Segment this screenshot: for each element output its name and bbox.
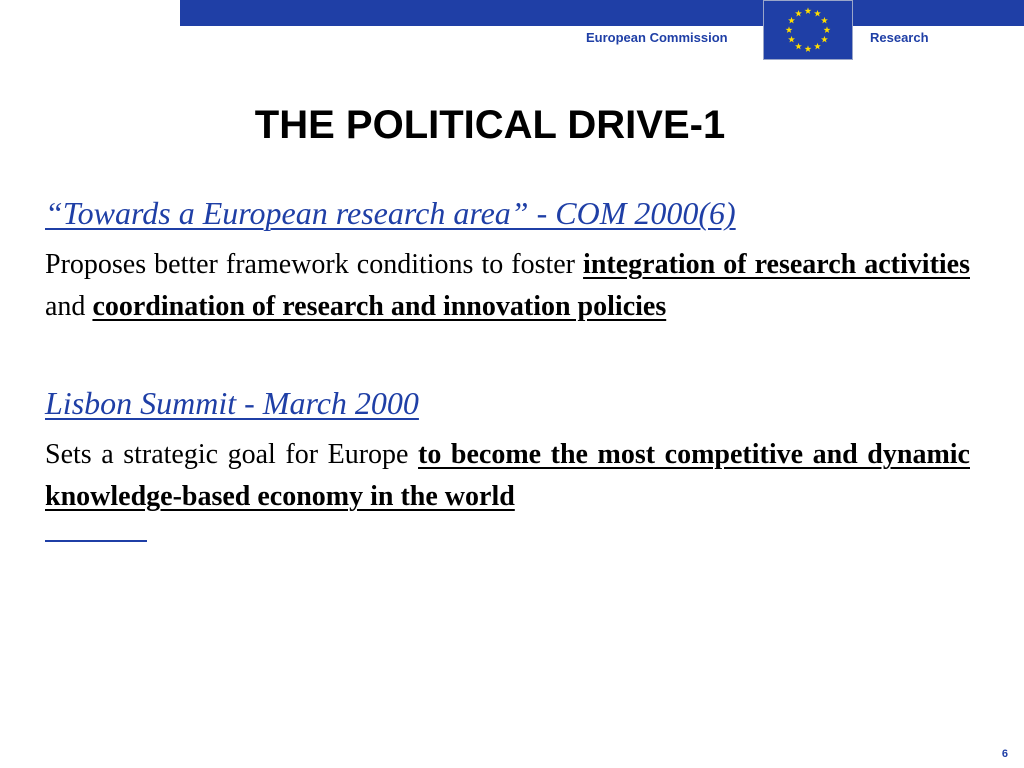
eu-flag-logo: [763, 0, 853, 60]
eu-star-icon: [814, 43, 821, 50]
eu-star-icon: [788, 17, 795, 24]
highlight-integration: integration of research activities: [583, 249, 970, 280]
eu-star-icon: [788, 36, 795, 43]
eu-star-icon: [805, 45, 812, 52]
header-bar: [180, 0, 1024, 26]
slide-title: THE POLITICAL DRIVE-1: [254, 103, 726, 147]
section-text-era: [45, 244, 970, 328]
eu-star-icon: [795, 43, 802, 50]
highlight-goal: to become the most competitive and dynamic knowledge-based economy in the world: [45, 439, 970, 512]
department-name: Research: [870, 30, 929, 45]
organization-name: European Commission: [586, 30, 728, 45]
section-text-intro: Sets a strategic goal for Europe: [45, 439, 419, 470]
eu-star-icon: [795, 10, 802, 17]
eu-star-icon: [786, 26, 793, 33]
section-text-connector: and: [45, 291, 93, 322]
spacer: [45, 328, 970, 382]
page-number: 6: [1001, 748, 1008, 760]
section-heading-lisbon: Lisbon Summit - March 2000: [45, 385, 419, 421]
eu-star-icon: [814, 10, 821, 17]
eu-star-icon: [824, 26, 831, 33]
slide-content: [45, 192, 970, 542]
eu-star-icon: [805, 7, 812, 14]
section-heading-era: “Towards a European research area” - COM 2000(6): [45, 195, 736, 231]
section-text-intro: Proposes better framework conditions to foster: [45, 249, 584, 280]
highlight-coordination: coordination of research and innovation policies: [92, 291, 667, 322]
eu-star-icon: [821, 17, 828, 24]
blank-underline: [45, 540, 147, 542]
eu-star-icon: [821, 36, 828, 43]
section-text-lisbon: [45, 434, 970, 518]
eu-stars-icon: [764, 1, 852, 59]
